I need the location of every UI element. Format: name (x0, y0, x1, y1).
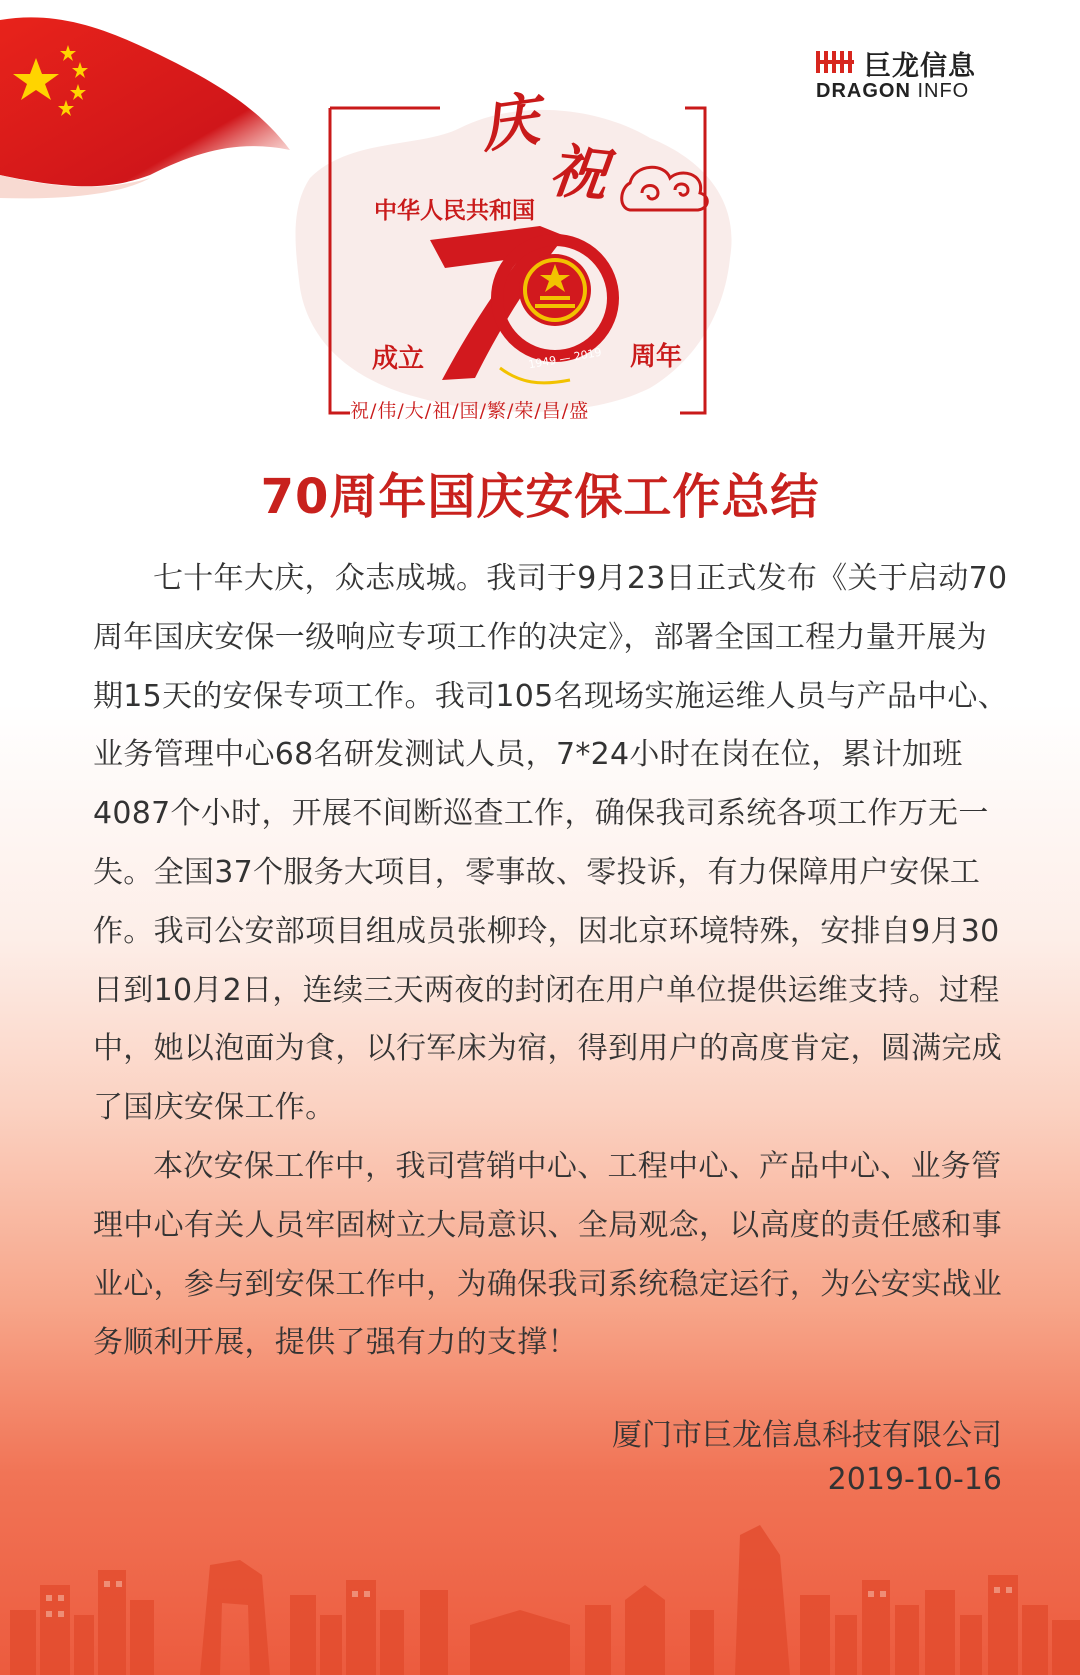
emblem-years: 1949 — 2019 (527, 345, 603, 372)
city-skyline (0, 1515, 1080, 1675)
logo-name-cn: 巨龙信息 (864, 51, 976, 82)
signature-company: 厦门市巨龙信息科技有限公司 (612, 1418, 1002, 1453)
emblem-country: 中华人民共和国 (374, 197, 535, 224)
emblem-slogan: 祝/伟/大/祖/国/繁/荣/昌/盛 (350, 400, 590, 422)
emblem-zhu: 祝 (546, 136, 611, 210)
emblem-founded: 成立 (372, 344, 425, 374)
flag-decoration (0, 0, 300, 200)
company-logo (816, 44, 1016, 104)
emblem-qing: 庆 (476, 85, 544, 161)
anniversary-emblem (270, 68, 770, 438)
paragraph: 本次安保工作中，我司营销中心、工程中心、产品中心、业务管理中心有关人员牢固树立大局意识、全局观念，以高度的责任感和事业心，参与到安保工作中，为确保我司系统稳定运行，为公安实战业务顺利开展，提供了强有力的支撑！ (93, 1148, 1002, 1361)
article-body (93, 550, 1017, 1373)
logo-mark-icon (816, 48, 860, 76)
paragraph: 七十年大庆，众志成城。我司于9月23日正式发布《关于启动70周年国庆安保一级响应专项工作的决定》，部署全国工程力量开展为期15天的安保专项工作。我司105名现场实施运维人员与产品中心、业务管理中心68名研发测试人员，7*24小时在岗在位，累计加班4087个小时，开展不间断巡查工作，确保我司系统各项工作万无一失。全国37个服务大项目，零事故、零投诉，有力保障用户安保工作。我司公安部项目组成员张柳玲，因北京环境特殊，安排自9月30日到10月2日，连续三天两夜的封闭在用户单位提供运维支持。过程中，她以泡面为食，以行军床为宿，得到用户的高度肯定，圆满完成了国庆安保工作。 (93, 561, 1009, 1126)
page-title: 70周年国庆安保工作总结 (260, 469, 820, 525)
emblem-anniversary: 周年 (630, 342, 683, 372)
signature-date: 2019-10-16 (827, 1462, 1002, 1497)
logo-name-en: DRAGON INFO (816, 80, 970, 102)
